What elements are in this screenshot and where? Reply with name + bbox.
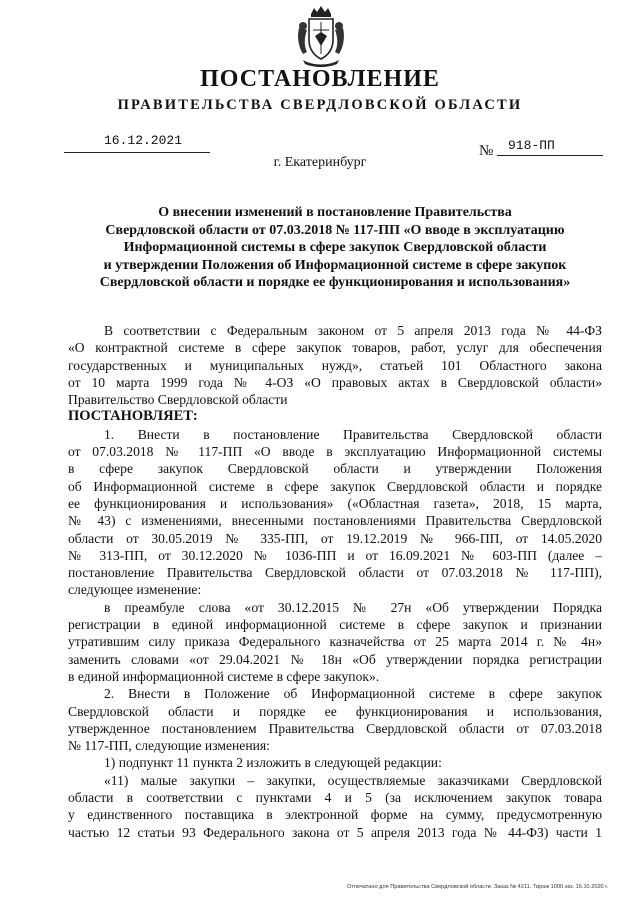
body-text-line: области в соответствии с пунктами 4 и 5 (за исключением закупок товара: [68, 790, 602, 806]
document-heading: [70, 204, 600, 292]
document-heading-line: Свердловской области и порядке ее функционирования и использования»: [99, 275, 571, 290]
body-text-line: следующее изменение:: [68, 582, 202, 598]
body-text-line: № 43) с изменениями, внесенными постановлениями Правительства Свердловской: [68, 513, 602, 529]
print-note: Отпечатано для Правительства Свердловской области. Заказ № 4211. Тираж 1000 экз. 16.10.2020 г.: [347, 884, 609, 890]
body-text-line: Правительство Свердловской области: [68, 392, 288, 408]
body-text-line: «11) малые закупки – закупки, осуществляемые заказчиками Свердловской: [104, 772, 602, 788]
document-heading-line: Свердловской области от 07.03.2018 № 117-ПП «О вводе в эксплуатацию: [105, 222, 565, 238]
body-text-line: утвержденное постановлением Правительства Свердловской области от 07.03.2018: [68, 720, 602, 736]
body-text-line: № 313-ПП, от 30.12.2020 № 1036-ПП и от 16.09.2021 № 603-ПП (далее –: [68, 547, 602, 563]
body-text-line: в преамбуле слова «от 30.12.2015 № 27н «Об утверждении Порядка: [104, 599, 602, 615]
document-heading-line: и утверждении Положения об Информационной системе в сфере закупок: [103, 257, 567, 273]
body-text-line: 1) подпункт 11 пункта 2 изложить в следующей редакции:: [104, 755, 442, 771]
body-text-line: области от 30.05.2019 № 335-ПП, от 19.12.2019 № 966-ПП, от 14.05.2020: [68, 530, 602, 546]
body-text-line: об Информационной системе в сфере закупок Свердловской области и порядке: [68, 478, 602, 494]
body-text-line: Свердловской области и порядке ее функционирования и использования,: [68, 703, 602, 719]
document-body: [68, 322, 602, 841]
body-text-line: в сфере закупок Свердловской области и утверждении Положения: [68, 461, 602, 477]
document-date: 16.12.2021: [104, 133, 183, 148]
body-text-line: утратившим силу приказа Федерального казначейства от 25 марта 2014 г. № 4н»: [68, 634, 602, 650]
body-text-line: от 10 марта 1999 года № 4-ОЗ «О правовых актах в Свердловской области»: [68, 374, 602, 390]
date-underline: [64, 152, 210, 153]
body-text-line: ее функционирования и использования» («Областная газета», 2018, 15 марта,: [68, 495, 602, 511]
document-heading-line: О внесении изменений в постановление Правительства: [158, 205, 512, 220]
body-text-line: № 117-ПП, следующие изменения:: [68, 738, 270, 754]
body-text-line: у единственного поставщика в электронной форме на сумму, предусмотренную: [68, 807, 602, 823]
body-text-line: 1. Внести в постановление Правительства Свердловской области: [104, 426, 602, 442]
body-text-line: регистрации в единой информационной системе в сфере закупок и признании: [68, 617, 602, 633]
document-type-title: ПОСТАНОВЛЕНИЕ: [200, 66, 440, 92]
coat-of-arms-icon: [295, 6, 347, 68]
body-text-line: государственных и муниципальных нужд», статьей 101 Областного закона: [68, 357, 602, 373]
city-name: г. Екатеринбург: [273, 155, 367, 170]
body-text-line: постановление Правительства Свердловской области от 07.03.2018 № 117-ПП),: [68, 565, 602, 581]
body-text-line: «О контрактной системе в сфере закупок товаров, работ, услуг для обеспечения: [68, 340, 602, 356]
document-number: 918-ПП: [508, 138, 555, 153]
body-text-line: частью 12 статьи 93 Федерального закона от 5 апреля 2013 года № 44-ФЗ) части 1: [68, 824, 602, 840]
body-text-line: 2. Внести в Положение об Информационной системе в сфере закупок: [104, 686, 602, 702]
body-text-line: заменить словами «от 29.04.2021 № 18н «Об утверждении порядка регистрации: [68, 651, 602, 667]
body-text-line: от 07.03.2018 № 117-ПП «О вводе в эксплуатацию Информационной системы: [68, 444, 602, 460]
document-heading-line: Информационной системы в сфере закупок Свердловской области: [123, 240, 547, 255]
body-text-line: в единой информационной системе в сфере закупок».: [68, 668, 380, 684]
number-sign: №: [479, 143, 494, 159]
issuer-title: ПРАВИТЕЛЬСТВА СВЕРДЛОВСКОЙ ОБЛАСТИ: [117, 97, 523, 113]
resolves-heading: ПОСТАНОВЛЯЕТ:: [68, 408, 198, 425]
body-text-line: В соответствии с Федеральным законом от 5 апреля 2013 года № 44-ФЗ: [104, 323, 602, 338]
